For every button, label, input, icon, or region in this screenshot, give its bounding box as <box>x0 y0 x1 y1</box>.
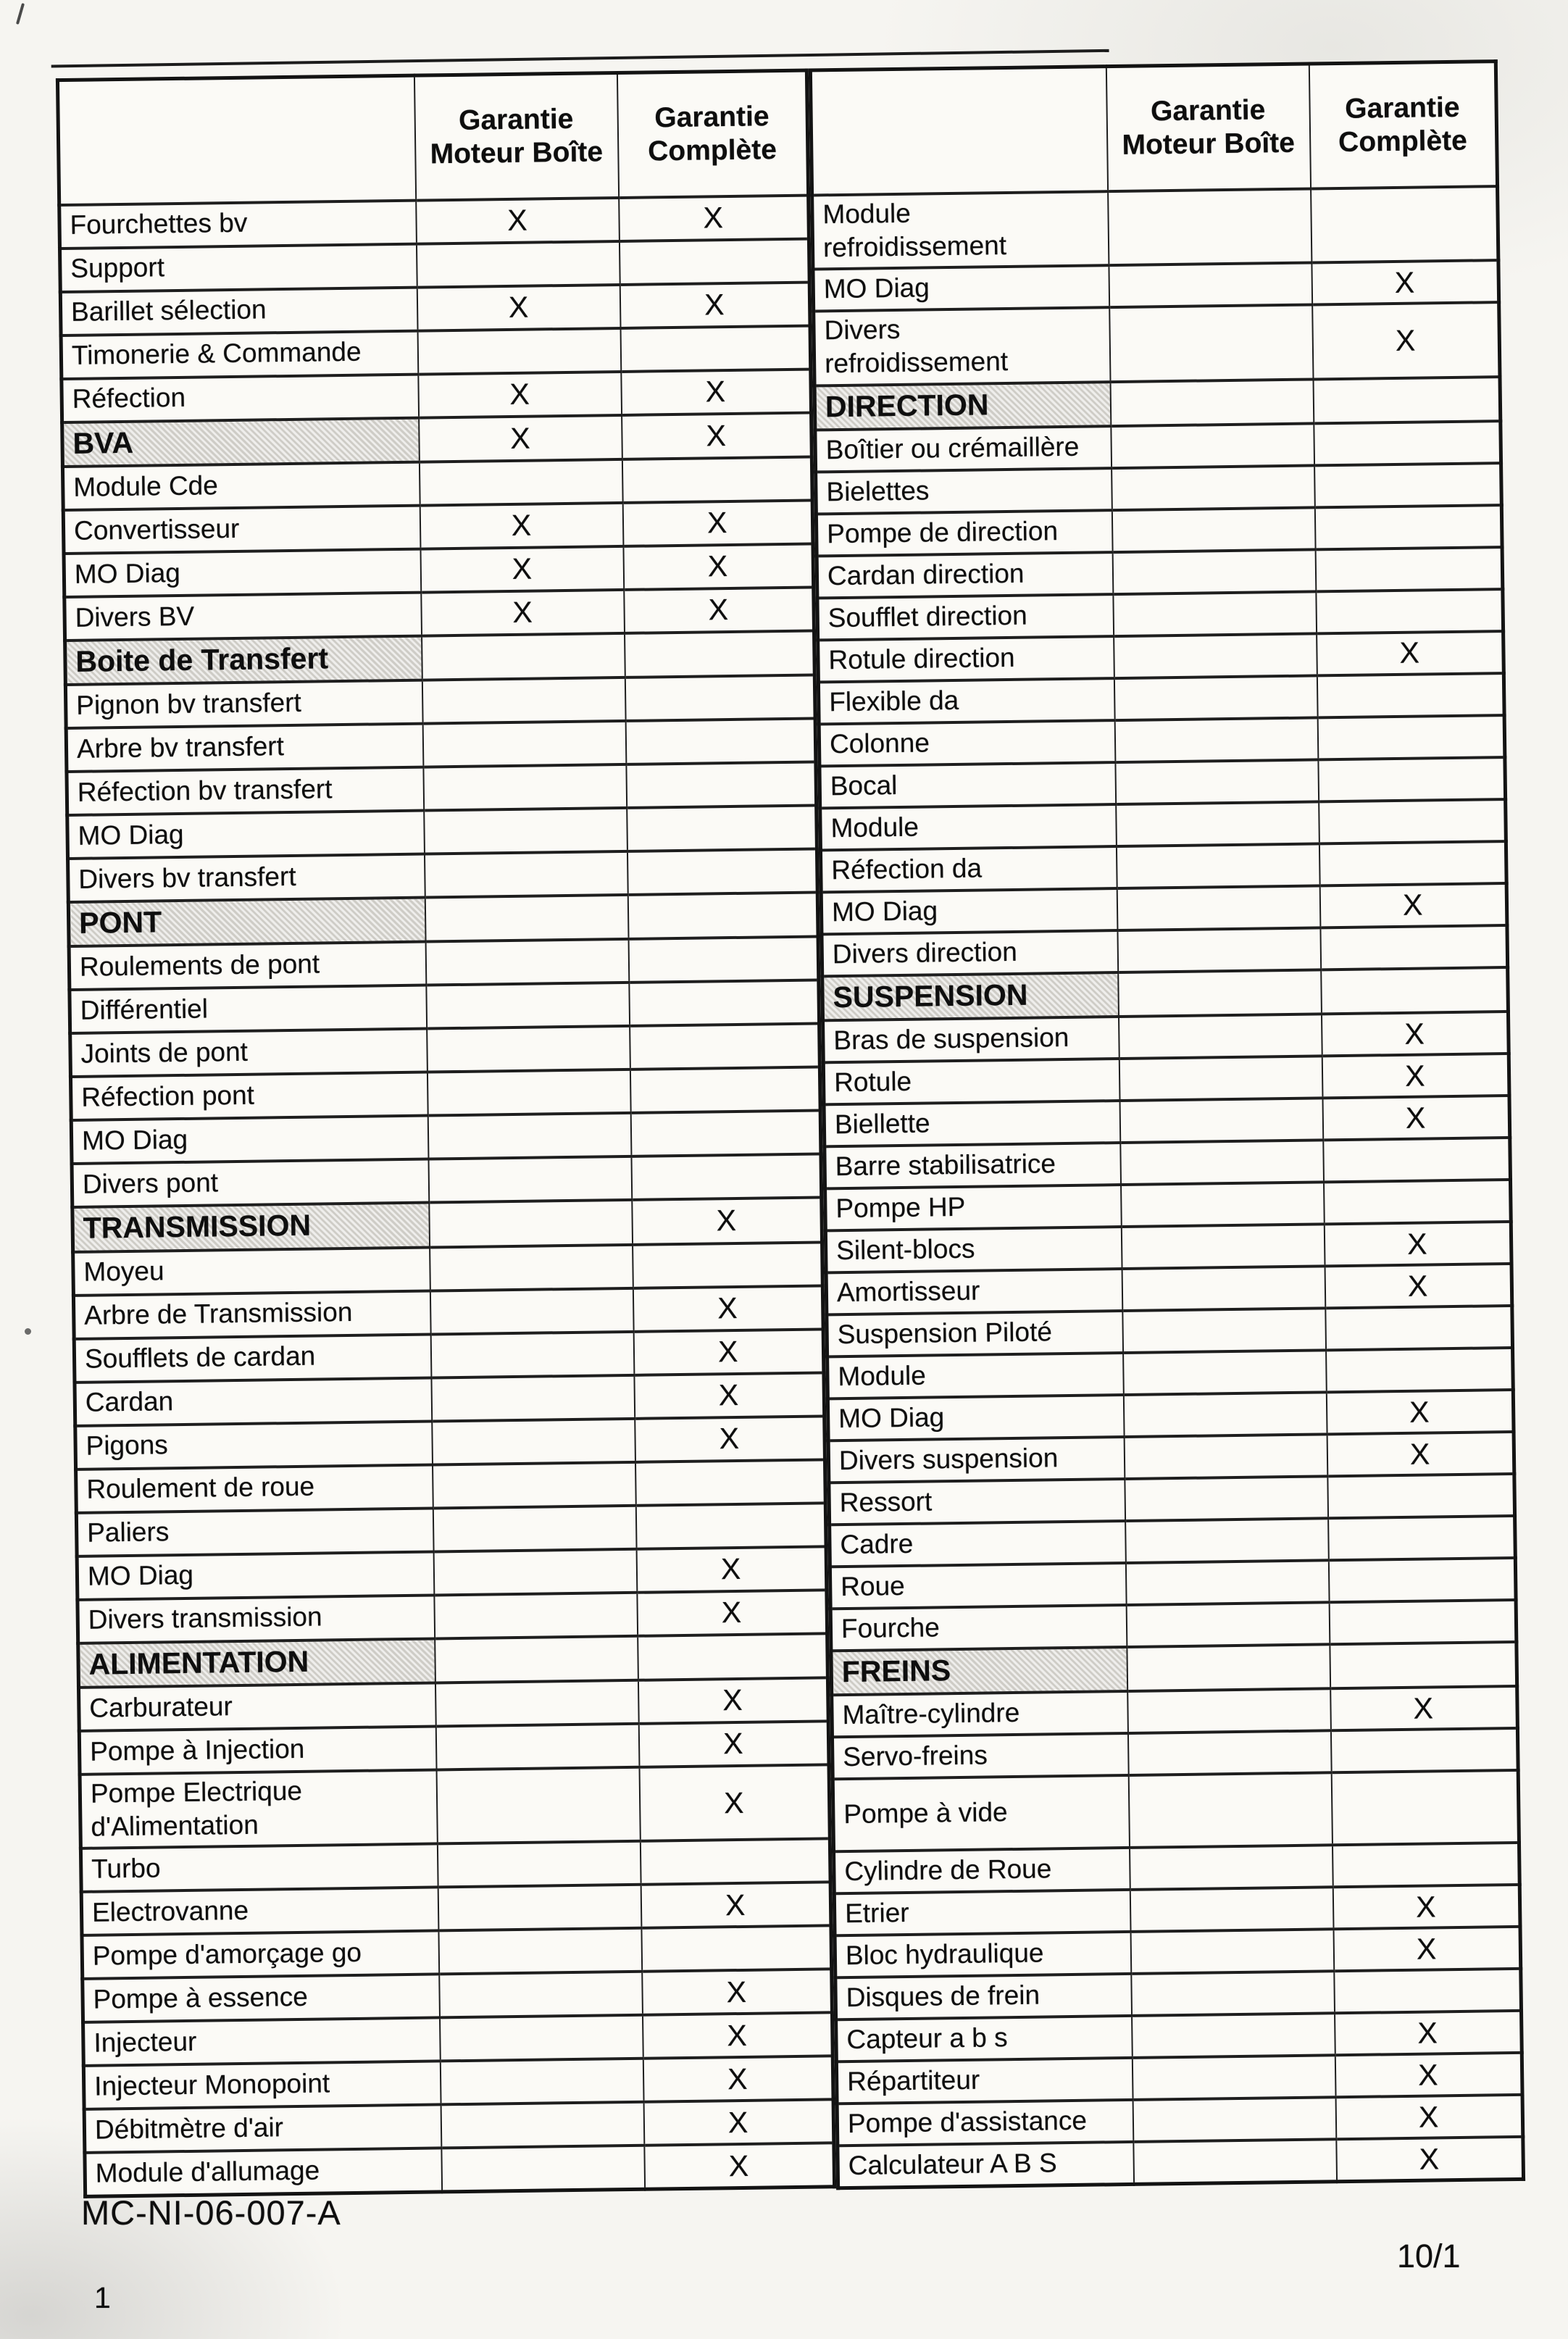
row-label: Injecteur Monopoint <box>83 2061 441 2109</box>
garantie-moteur-boite-mark <box>432 1418 635 1464</box>
garantie-moteur-boite-mark <box>428 1113 631 1159</box>
garantie-moteur-boite-mark <box>1123 1350 1327 1395</box>
garantie-moteur-boite-mark: X <box>421 590 625 636</box>
garantie-complete-mark: X <box>643 2100 834 2146</box>
garantie-moteur-boite-mark <box>1122 1308 1326 1353</box>
garantie-complete-mark: X <box>1311 260 1499 304</box>
garantie-complete-mark: X <box>620 282 810 328</box>
garantie-complete-mark: X <box>1321 1012 1509 1056</box>
row-label: Carburateur <box>78 1683 435 1730</box>
garantie-moteur-boite-mark <box>430 1331 634 1377</box>
row-label: Débitmètre d'air <box>84 2105 441 2153</box>
garantie-complete-mark: X <box>1327 1432 1514 1476</box>
garantie-complete-mark: X <box>643 2056 833 2102</box>
garantie-complete-mark: X <box>644 2143 835 2189</box>
garantie-moteur-boite-mark <box>1110 379 1314 426</box>
garantie-moteur-boite-mark <box>1119 1098 1323 1143</box>
garantie-complete-mark <box>1319 841 1506 885</box>
right-header-empty-cell <box>810 67 1107 195</box>
row-label: Roue <box>830 1563 1126 1609</box>
garantie-complete-mark: X <box>1333 1927 1521 1971</box>
section-label: BVA <box>62 417 420 467</box>
garantie-complete-mark <box>1313 377 1501 424</box>
row-label: Module d'allumage <box>85 2148 442 2196</box>
row-label: Arbre de Transmission <box>73 1291 430 1338</box>
row-label: Pompe à Injection <box>79 1726 436 1774</box>
garantie-moteur-boite-mark <box>1130 1930 1334 1975</box>
garantie-moteur-boite-mark <box>430 1288 633 1334</box>
garantie-moteur-boite-mark <box>417 328 621 374</box>
row-label: Répartiteur <box>836 2058 1133 2104</box>
row-label: Disques de frein <box>835 1974 1132 2019</box>
garantie-complete-mark <box>630 1024 820 1070</box>
garantie-moteur-boite-mark <box>1130 1846 1333 1890</box>
row-label: Servo-freins <box>832 1733 1128 1779</box>
garantie-complete-mark <box>1323 1138 1511 1182</box>
row-label: Soufflet direction <box>817 594 1114 640</box>
item-row <box>812 186 1498 270</box>
garantie-complete-mark <box>1330 1642 1517 1689</box>
garantie-complete-mark: X <box>623 543 814 589</box>
row-label: Pompe à essence <box>83 1975 440 2022</box>
row-label: Divers bv transfert <box>68 854 425 902</box>
garantie-complete-mark <box>1325 1306 1513 1350</box>
left-header-empty-cell <box>57 75 415 204</box>
scan-artifact-slash <box>16 3 25 25</box>
row-label: Paliers <box>76 1508 433 1556</box>
garantie-complete-mark <box>1315 547 1503 591</box>
garantie-complete-mark <box>1331 1770 1519 1845</box>
garantie-complete-mark: X <box>638 1721 829 1767</box>
garantie-moteur-boite-mark <box>1112 507 1315 552</box>
garantie-moteur-boite-mark <box>1133 2098 1336 2143</box>
garantie-complete-mark: X <box>622 412 812 459</box>
row-label: Soufflets de cardan <box>74 1334 431 1382</box>
garantie-moteur-boite-mark <box>438 1928 642 1975</box>
garantie-complete-mark <box>635 1459 825 1505</box>
garantie-complete-mark <box>640 1839 830 1885</box>
garantie-complete-mark: X <box>1322 1096 1510 1140</box>
row-label: MO Diag <box>77 1551 434 1599</box>
garantie-moteur-boite-mark <box>1130 1888 1333 1933</box>
left-warranty-table <box>56 69 836 2198</box>
garantie-complete-mark <box>625 675 815 720</box>
garantie-moteur-boite-mark <box>424 851 627 898</box>
row-label: Cadre <box>830 1521 1126 1567</box>
row-label: Electrovanne <box>81 1888 438 1935</box>
garantie-moteur-boite-mark <box>1109 304 1313 381</box>
garantie-moteur-boite-mark: X <box>420 503 623 549</box>
garantie-complete-mark: X <box>1325 1264 1512 1308</box>
garantie-complete-mark <box>1332 1843 1519 1887</box>
garantie-moteur-boite-mark: X <box>417 284 620 330</box>
row-label: MO Diag <box>64 549 421 596</box>
page-number: 1 <box>94 2281 111 2314</box>
row-label: Turbo <box>80 1844 438 1892</box>
garantie-moteur-boite-mark <box>416 241 620 287</box>
garantie-moteur-boite-mark <box>422 633 625 680</box>
item-row <box>833 1770 1519 1851</box>
garantie-moteur-boite-mark <box>1118 1014 1322 1059</box>
garantie-complete-mark: X <box>1335 2053 1522 2097</box>
garantie-moteur-boite-mark <box>1127 1689 1331 1734</box>
garantie-complete-mark: X <box>1319 883 1507 927</box>
row-label: Boîtier ou crémaillère <box>815 426 1112 472</box>
section-label: PONT <box>68 898 425 947</box>
section-label: DIRECTION <box>814 382 1111 430</box>
garantie-moteur-boite-mark <box>1123 1392 1327 1437</box>
garantie-complete-mark: X <box>1322 1054 1509 1098</box>
garantie-moteur-boite-mark <box>1116 843 1319 888</box>
garantie-moteur-boite-mark <box>1117 927 1321 972</box>
row-label: Support <box>59 243 417 291</box>
garantie-complete-mark <box>1311 186 1498 263</box>
scan-artifact-dot <box>25 1328 31 1335</box>
row-label: Divers suspension <box>828 1437 1125 1483</box>
row-label: Cardan <box>75 1377 432 1425</box>
garantie-complete-mark <box>619 238 809 284</box>
row-label: Pompe HP <box>825 1185 1122 1230</box>
row-label: Barre stabilisatrice <box>825 1143 1121 1188</box>
garantie-complete-mark <box>1320 925 1508 970</box>
section-label: TRANSMISSION <box>72 1203 430 1252</box>
garantie-moteur-boite-mark <box>1113 591 1317 636</box>
garantie-complete-mark: X <box>632 1198 822 1245</box>
row-label: Barillet sélection <box>60 287 417 335</box>
garantie-complete-mark <box>630 1111 821 1156</box>
garantie-complete-mark: X <box>637 1590 827 1635</box>
row-label: MO Diag <box>821 888 1117 934</box>
row-label: Divers pont <box>72 1159 429 1207</box>
row-label: Suspension Piloté <box>827 1311 1123 1356</box>
garantie-complete-mark: X <box>1326 1390 1514 1434</box>
row-label: Module refroidissement <box>812 191 1109 270</box>
document-reference: MC-NI-06-007-A <box>81 2193 341 2232</box>
garantie-moteur-boite-mark <box>433 1548 637 1595</box>
garantie-complete-mark: X <box>1335 2011 1522 2055</box>
row-label: Fourchettes bv <box>59 200 417 248</box>
garantie-moteur-boite-mark <box>437 1841 641 1888</box>
garantie-moteur-boite-mark <box>1114 717 1318 762</box>
row-label: Arbre bv transfert <box>66 724 423 772</box>
row-label: Convertisseur <box>63 505 420 553</box>
row-label: Pompe Electrique d'Alimentation <box>80 1769 437 1848</box>
garantie-complete-mark: X <box>1317 631 1504 675</box>
garantie-complete-mark <box>626 762 817 807</box>
row-label: Rotule <box>823 1059 1119 1104</box>
garantie-complete-mark: X <box>633 1285 823 1331</box>
garantie-complete-mark <box>1314 421 1501 465</box>
garantie-complete-mark: X <box>622 500 813 546</box>
garantie-moteur-boite-mark <box>440 2015 643 2061</box>
garantie-complete-mark <box>633 1242 823 1288</box>
garantie-complete-mark <box>627 849 817 894</box>
garantie-complete-mark <box>1317 673 1504 717</box>
row-label: Divers BV <box>64 592 422 640</box>
garantie-moteur-boite-mark <box>1121 1182 1325 1227</box>
garantie-complete-mark <box>1314 505 1502 549</box>
row-label: Divers transmission <box>78 1595 435 1643</box>
garantie-moteur-boite-mark <box>422 677 625 724</box>
garantie-complete-mark: X <box>638 1677 828 1723</box>
garantie-moteur-boite-mark <box>1114 633 1317 678</box>
garantie-complete-mark: X <box>1336 2137 1524 2181</box>
garantie-moteur-boite-mark <box>441 2102 644 2148</box>
garantie-complete-mark <box>1326 1348 1514 1392</box>
garantie-complete-mark <box>641 1926 832 1972</box>
garantie-complete-mark <box>629 980 820 1026</box>
garantie-complete-mark <box>627 805 817 851</box>
page-indicator: 10/1 <box>1397 2238 1461 2275</box>
item-row <box>814 302 1500 385</box>
garantie-moteur-boite-mark <box>433 1462 636 1508</box>
row-label: Injecteur <box>83 2018 441 2066</box>
row-label: MO Diag <box>67 811 425 859</box>
garantie-moteur-boite-mark <box>425 895 628 942</box>
row-label: Capteur a b s <box>836 2016 1133 2061</box>
garantie-complete-mark <box>625 630 815 677</box>
row-label: Colonne <box>819 720 1115 766</box>
section-label: ALIMENTATION <box>78 1638 435 1688</box>
garantie-moteur-boite-mark: X <box>418 371 622 417</box>
garantie-moteur-boite-mark <box>1121 1224 1325 1269</box>
row-label: Module <box>827 1353 1124 1398</box>
row-label: Bras de suspension <box>823 1017 1119 1062</box>
garantie-moteur-boite-mark <box>1122 1266 1325 1311</box>
row-label: Maître-cylindre <box>832 1691 1128 1737</box>
garantie-moteur-boite-mark <box>1125 1560 1329 1605</box>
row-label: Rotule direction <box>818 636 1114 682</box>
garantie-complete-mark: X <box>639 1764 830 1841</box>
row-label: Silent-blocs <box>825 1227 1122 1272</box>
garantie-moteur-boite-mark <box>427 1070 630 1116</box>
row-label: Flexible da <box>818 678 1114 724</box>
row-label: Pignon bv transfert <box>65 680 422 728</box>
garantie-moteur-boite-mark <box>1111 423 1314 468</box>
garantie-moteur-boite-mark <box>1118 970 1322 1017</box>
row-label: Pigons <box>75 1421 433 1469</box>
garantie-complete-mark: X <box>1312 302 1500 379</box>
row-label: Module <box>820 804 1117 850</box>
garantie-moteur-boite-mark <box>431 1375 635 1421</box>
row-label: Réfection pont <box>70 1072 428 1120</box>
garantie-moteur-boite-mark <box>1112 549 1316 594</box>
garantie-moteur-boite-mark <box>1127 1644 1330 1691</box>
garantie-moteur-boite-mark <box>1124 1434 1327 1479</box>
garantie-moteur-boite-mark <box>435 1680 638 1727</box>
scan-artifact-top-line <box>51 49 1109 68</box>
row-label: MO Diag <box>813 265 1109 311</box>
garantie-moteur-boite-mark <box>1116 801 1319 846</box>
garantie-complete-mark <box>1314 463 1502 507</box>
row-label: Fourche <box>830 1605 1127 1651</box>
right-header-row <box>810 62 1497 195</box>
garantie-moteur-boite-mark <box>438 1885 641 1931</box>
garantie-complete-mark: X <box>635 1416 825 1462</box>
row-label: Etrier <box>834 1890 1130 1935</box>
garantie-complete-mark <box>1318 757 1506 801</box>
right-warranty-table <box>809 59 1525 2190</box>
garantie-moteur-boite-mark <box>1132 2014 1335 2059</box>
row-label: Roulement de roue <box>76 1464 433 1512</box>
garantie-complete-mark <box>625 718 816 764</box>
garantie-moteur-boite-mark <box>1114 675 1317 720</box>
garantie-moteur-boite-mark <box>1125 1476 1328 1521</box>
garantie-complete-mark: X <box>619 195 809 241</box>
row-label: Cylindre de Roue <box>834 1848 1130 1893</box>
garantie-moteur-boite-mark <box>440 2059 643 2105</box>
garantie-complete-mark <box>627 892 818 939</box>
garantie-complete-mark: X <box>1330 1686 1518 1730</box>
garantie-complete-mark <box>638 1633 828 1680</box>
row-label: Réfection da <box>820 846 1117 892</box>
row-label: Calculateur A B S <box>838 2142 1134 2188</box>
garantie-moteur-boite-mark: X <box>420 546 624 593</box>
garantie-moteur-boite-mark: X <box>419 414 622 462</box>
row-label: Réfection bv transfert <box>67 767 424 815</box>
warranty-coverage-tables <box>56 59 1525 2200</box>
garantie-moteur-boite-mark <box>435 1635 638 1683</box>
garantie-complete-mark <box>1328 1516 1516 1560</box>
garantie-moteur-boite-mark <box>1117 885 1320 930</box>
row-label: Réfection <box>62 374 419 422</box>
garantie-moteur-boite-mark <box>1133 2140 1337 2185</box>
row-label: Joints de pont <box>70 1029 428 1077</box>
garantie-moteur-boite-mark <box>435 1724 639 1770</box>
garantie-moteur-boite-mark <box>1126 1602 1330 1647</box>
garantie-complete-mark <box>1327 1474 1515 1518</box>
garantie-moteur-boite-mark <box>1109 262 1312 307</box>
row-label: Divers direction <box>822 930 1118 976</box>
garantie-complete-mark: X <box>642 2013 833 2059</box>
garantie-complete-mark <box>1316 589 1504 633</box>
row-label: MO Diag <box>827 1395 1124 1440</box>
left-header-garantie-moteur-boite: Garantie Moteur Boîte <box>414 72 618 200</box>
row-label: Amortisseur <box>826 1269 1122 1314</box>
garantie-complete-mark <box>622 456 812 502</box>
garantie-moteur-boite-mark <box>1127 1731 1331 1776</box>
section-label: FREINS <box>831 1647 1127 1696</box>
garantie-complete-mark <box>630 1067 820 1113</box>
row-label: Moyeu <box>73 1247 430 1295</box>
right-header-garantie-moteur-boite: Garantie Moteur Boîte <box>1106 64 1310 191</box>
garantie-complete-mark: X <box>634 1372 825 1418</box>
section-label: SUSPENSION <box>822 972 1119 1021</box>
garantie-complete-mark: X <box>1324 1222 1511 1266</box>
garantie-moteur-boite-mark <box>441 2146 645 2192</box>
row-label: Pompe d'amorçage go <box>82 1931 439 1979</box>
garantie-moteur-boite-mark <box>1131 1972 1335 2017</box>
garantie-moteur-boite-mark <box>426 983 630 1029</box>
row-label: Pompe à vide <box>833 1775 1129 1851</box>
item-row <box>85 2143 835 2197</box>
left-header-garantie-complete: Garantie Complète <box>617 70 808 197</box>
garantie-moteur-boite-mark <box>1120 1140 1324 1185</box>
garantie-moteur-boite-mark <box>1108 188 1311 265</box>
section-label: Boite de Transfert <box>65 635 422 685</box>
garantie-complete-mark: X <box>642 1969 833 2015</box>
left-header-row <box>57 70 808 205</box>
garantie-complete-mark <box>1329 1600 1517 1644</box>
garantie-moteur-boite-mark <box>422 721 626 767</box>
item-row <box>80 1764 830 1848</box>
row-label: MO Diag <box>71 1116 428 1164</box>
row-label: Divers refroidissement <box>814 307 1110 385</box>
garantie-moteur-boite-mark <box>434 1592 638 1638</box>
garantie-moteur-boite-mark <box>1132 2056 1335 2101</box>
right-header-garantie-complete: Garantie Complète <box>1309 62 1497 188</box>
row-label: Timonerie & Commande <box>61 330 418 378</box>
row-label: Cardan direction <box>817 552 1113 598</box>
row-label: Ressort <box>829 1479 1125 1525</box>
garantie-complete-mark <box>1321 967 1509 1014</box>
garantie-moteur-boite-mark <box>1125 1518 1329 1563</box>
garantie-complete-mark: X <box>633 1329 824 1375</box>
garantie-moteur-boite-mark <box>430 1244 633 1291</box>
garantie-complete-mark: X <box>1333 1885 1520 1929</box>
garantie-moteur-boite-mark <box>433 1505 636 1551</box>
row-label: Module Cde <box>62 462 420 509</box>
garantie-complete-mark <box>1324 1180 1511 1224</box>
row-label: Pompe d'assistance <box>837 2100 1133 2146</box>
row-label: Bocal <box>820 762 1116 808</box>
garantie-complete-mark <box>1334 1969 1522 2013</box>
garantie-complete-mark: X <box>641 1883 831 1928</box>
garantie-complete-mark <box>1330 1728 1518 1772</box>
garantie-moteur-boite-mark <box>429 1200 633 1247</box>
item-row <box>838 2137 1524 2188</box>
garantie-complete-mark <box>628 937 819 983</box>
row-label: Bloc hydraulique <box>835 1932 1131 1977</box>
row-label: Bielettes <box>816 468 1112 514</box>
garantie-moteur-boite-mark <box>424 808 627 854</box>
garantie-complete-mark <box>1328 1558 1516 1602</box>
row-label: Différentiel <box>70 985 427 1033</box>
garantie-complete-mark: X <box>636 1546 827 1592</box>
garantie-moteur-boite-mark <box>419 459 622 506</box>
garantie-complete-mark <box>620 325 811 371</box>
row-label: Biellette <box>824 1101 1120 1146</box>
garantie-complete-mark <box>631 1154 822 1200</box>
garantie-moteur-boite-mark <box>1115 759 1319 804</box>
garantie-moteur-boite-mark <box>425 939 629 985</box>
garantie-moteur-boite-mark <box>439 1972 643 2018</box>
row-label: Roulements de pont <box>69 942 426 990</box>
garantie-moteur-boite-mark <box>423 764 627 811</box>
garantie-moteur-boite-mark <box>436 1767 640 1844</box>
garantie-complete-mark <box>1317 715 1505 759</box>
garantie-complete-mark: X <box>621 369 812 414</box>
garantie-moteur-boite-mark <box>1112 465 1315 510</box>
garantie-moteur-boite-mark <box>1119 1056 1322 1101</box>
garantie-complete-mark <box>1319 799 1506 843</box>
garantie-complete-mark: X <box>624 587 814 633</box>
garantie-moteur-boite-mark <box>1128 1773 1332 1848</box>
garantie-moteur-boite-mark <box>427 1026 630 1072</box>
garantie-moteur-boite-mark: X <box>416 197 620 243</box>
row-label: Pompe de direction <box>816 510 1112 556</box>
garantie-complete-mark <box>635 1503 826 1548</box>
garantie-complete-mark: X <box>1335 2095 1523 2139</box>
garantie-moteur-boite-mark <box>428 1156 632 1203</box>
